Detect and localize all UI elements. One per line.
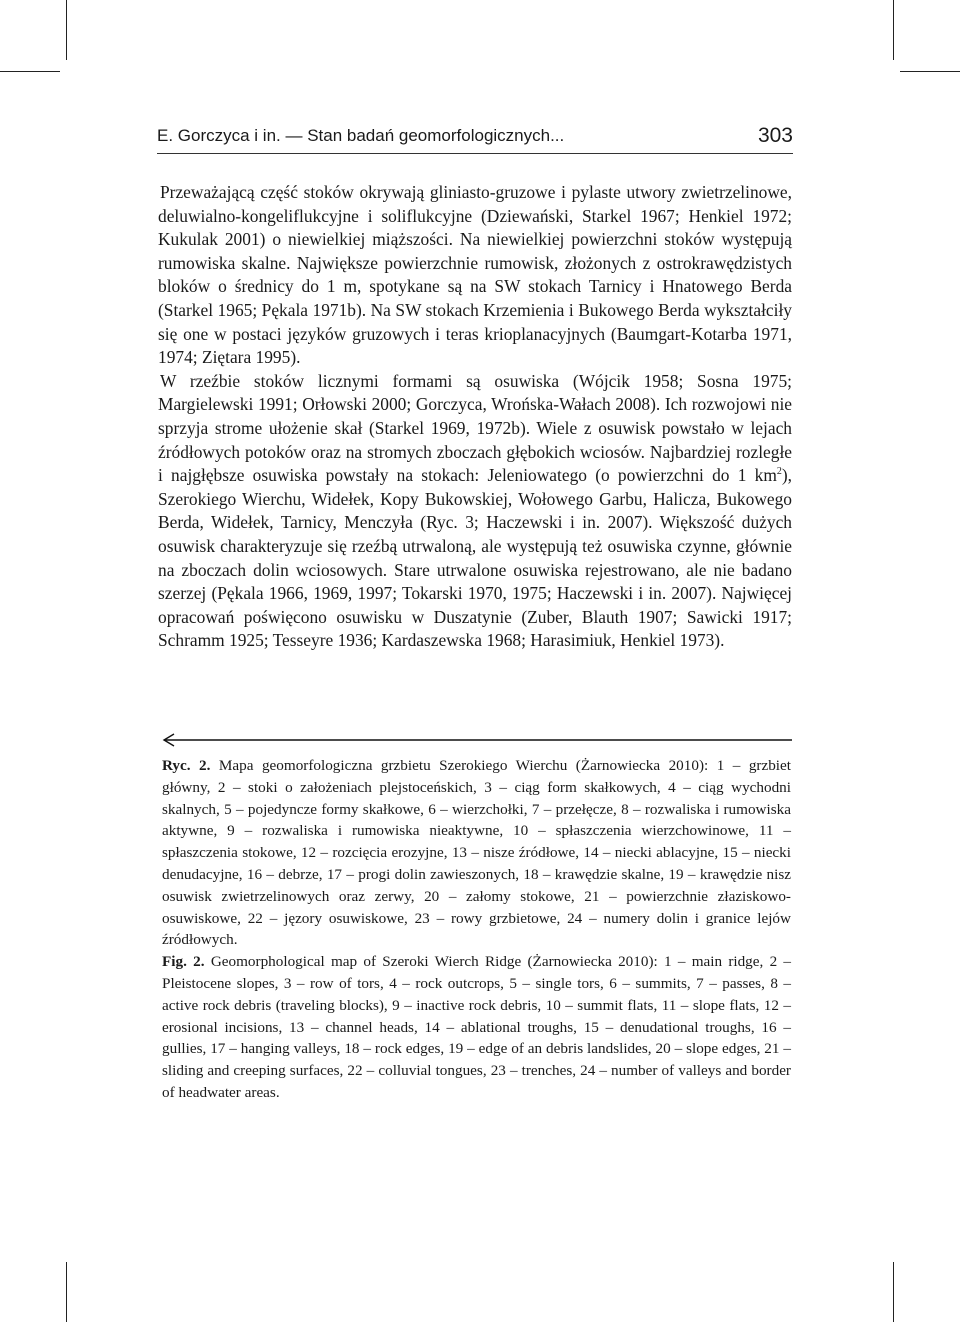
running-head: E. Gorczyca i in. — Stan badań geomorfologicznych... <box>157 126 565 145</box>
paragraph <box>158 370 792 653</box>
crop-mark-top-left <box>66 0 67 60</box>
caption-label-pl: Ryc. 2. <box>162 757 211 774</box>
superscript: 2 <box>776 466 782 478</box>
caption-label-en: Fig. 2. <box>162 953 205 971</box>
header-rule <box>157 153 793 154</box>
page-number: 303 <box>757 124 793 147</box>
crop-mark-bottom-right <box>893 1262 894 1322</box>
figure-caption <box>162 755 791 1104</box>
crop-mark-top-right <box>893 0 894 60</box>
figure-pointer-arrow <box>162 733 792 747</box>
crop-mark-left <box>0 71 60 72</box>
crop-mark-right <box>900 71 960 72</box>
caption-text-en: Geomorphological map of Szeroki Wierch Ridge (Żarnowiecka 2010): 1 – main ridge, 2 – Pleistocene slopes, 3 – row of tors, 4 – rock outcrops, 5 – single tors, 6 – summits, 7 – passes, 8 – active rock debris (traveling blocks), 9 – inactive rock debris, 10 – summit flats, 11 – slope flats, 12 – erosional incisions, 13 – channel heads, 14 – ablational troughs, 15 – denudational troughs, 16 – gullies, 17 – hanging valleys, 18 – rock edges, 19 – edge of an debris landslides, 20 – slope edges, 21 – sliding and creeping surfaces, 22 – colluvial tongues, 23 – trenches, 24 – number of valleys and border of headwater areas. <box>162 953 792 1101</box>
paragraph-2-text-b: ), Szerokiego Wierchu, Widełek, Kopy Bukowskiej, Wołowego Garbu, Halicza, Bukowego Berda, Widełek, Tarnicy, Menczyła (Ryc. 3; Haczewski i in. 2007). Większość dużych osuwisk charakteryzuje się rzeźbą utrwaloną, ale występują też osuwiska czynne, głównie na zboczach dolin wciosowych. Stare utrwalone osuwiska rejestrowano, ale nie badano szerzej (Pękala 1966, 1969, 1997; Tokarski 1970, 1975; Haczewski i in. 2007). Najwięcej opracowań poświęcono osuwisku w Duszatynie (Zuber, Blauth 1907; Sawicki 1917; Schramm 1925; Tesseyre 1936; Kardaszewska 1968; Harasimiuk, Henkiel 1973). <box>158 465 792 651</box>
page-header <box>157 124 793 148</box>
body-text <box>158 181 792 653</box>
caption-polish <box>162 755 791 951</box>
crop-mark-bottom-left <box>66 1262 67 1322</box>
caption-text-pl: Mapa geomorfologiczna grzbietu Szerokiego Wierchu (Żarnowiecka 2010): 1 – grzbiet główny, 2 – stoki o założeniach plejstoceńskich, 3 – ciąg form skałkowych, 4 – ciąg wychodni skalnych, 5 – pojedyncze formy skałkowe, 6 – wierzchołki, 7 – przełęcze, 8 – rozwaliska i rumowiska aktywne, 9 – rozwaliska i rumowiska nieaktywne, 10 – spłaszczenia wierzchowinowe, 11 – spłaszczenia stokowe, 12 – rozcięcia erozyjne, 13 – nisze źródłowe, 14 – niecki ablacyjne, 15 – niecki denudacyjne, 16 – debrze, 17 – progi dolin zawieszonych, 18 – krawędzie skalne, 19 – krawędzie nisz osuwisk zwietrzelinowych oraz zerwy, 20 – załomy stokowe, 21 – powierzchnie złaziskowo-osuwiskowe, 22 – jęzory osuwiskowe, 23 – rowy grzbietowe, 24 – numery dolin i granice lejów źródłowych. <box>162 757 791 949</box>
paragraph <box>158 181 792 370</box>
paragraph-2-text-a: W rzeźbie stoków licznymi formami są osuwiska (Wójcik 1958; Sosna 1975; Margielewski 1991; Orłowski 2000; Gorczyca, Wrońska-Wałach 2008). Ich rozwojowi nie sprzyja strome ułożenie skał (Starkel 1969, 1972b). Wiele z osuwisk powstało w lejach źródłowych potoków oraz na stromych zboczach głębokich wciosów. Najbardziej rozległe i najgłębsze osuwiska powstały na stokach: Jeleniowatego (o powierzchni do 1 km <box>158 370 792 486</box>
caption-english <box>162 951 791 1104</box>
paragraph-1-text: Przeważającą część stoków okrywają gliniasto-gruzowe i pylaste utwory zwietrzelinowe, deluwialno-kongeliflukcyjne i soliflukcyjne (Dziewański, Starkel 1967; Henkiel 1972; Kukulak 2001) o niewielkiej miąższości. Na niewielkiej powierzchni stoków występują rumowiska skalne. Największe powierzchnie rumowisk, złożonych z ostrokrawędzistych bloków o średnicy do 1 m, spotykane są na SW stokach Tarnicy i Hnatowego Berda (Starkel 1965; Pękala 1971b). Na SW stokach Krzemienia i Bukowego Berda wykształciły się one w postaci języków gruzowych i teras krioplanacyjnych (Baumgart-Kotarba 1971, 1974; Ziętara 1995). <box>158 182 792 368</box>
